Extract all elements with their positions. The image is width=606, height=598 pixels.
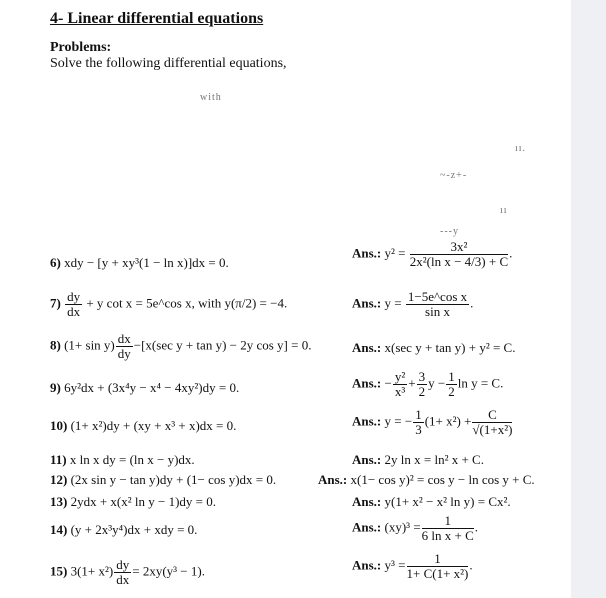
problem-number: 7) bbox=[50, 295, 61, 311]
answer-label: Ans.: bbox=[318, 472, 348, 487]
garbled-text: ıı bbox=[500, 205, 508, 216]
answer-fraction: $\frac{\text{y²}}{\text{x³}}$ bbox=[394, 369, 406, 399]
garbled-text: ~-z+- bbox=[440, 170, 468, 181]
answer-label: Ans.: bbox=[352, 340, 382, 355]
problem-7 bbox=[50, 290, 287, 319]
answer-13 bbox=[352, 494, 511, 510]
answer-fraction: $\frac{\text{1−5e\textasciicircum{}cos x}}{\text{sin x}}$ bbox=[407, 289, 468, 319]
problem-15: 15) 3(1+ x²) $\frac{dy}{dx}$ = 2xy(y³ − 1). bbox=[50, 557, 205, 587]
problem-equation: (2x sin y − tan y)dy + (1− cos y)dx = 0. bbox=[70, 472, 277, 487]
problem-11 bbox=[50, 452, 195, 468]
problem-13 bbox=[50, 494, 216, 510]
answer-fraction: $\frac{1}{\text{6 ln x + C}}$ bbox=[421, 513, 474, 543]
problem-equation: = 2xy(y³ − 1). bbox=[132, 563, 205, 579]
problem-equation: xdy − [y + xy³(1 − ln x)]dx = 0. bbox=[64, 255, 229, 270]
derivative-fraction: $\frac{dx}{dy}$ bbox=[117, 331, 131, 361]
answer-label: Ans.: bbox=[352, 557, 382, 573]
answer-fraction: $\frac{1}{3}$ bbox=[415, 407, 422, 437]
answer-9: Ans.: − $\frac{\text{y²}}{\text{x³}}$ + $\frac{3}{2}$ y − $\frac{1}{2}$ ln y = C. bbox=[352, 369, 504, 399]
problem-number: 6) bbox=[50, 255, 61, 270]
answer-expression: x(sec y + tan y) + y² = C. bbox=[384, 340, 516, 355]
problem-equation: −[x(sec y + tan y) − 2y cos y] = 0. bbox=[133, 337, 312, 353]
problem-12 bbox=[50, 472, 276, 488]
answer-fraction: $\frac{1}{\text{1+ C(1+ x²)}}$ bbox=[406, 551, 469, 581]
answer-expression: x(1− cos y)² = cos y − ln cos y + C. bbox=[350, 472, 535, 487]
answer-label: Ans.: bbox=[352, 494, 382, 509]
problem-number: 15) bbox=[50, 563, 68, 579]
garbled-text: with bbox=[200, 92, 222, 103]
answer-8 bbox=[352, 340, 515, 356]
answer-10: Ans.: y = − $\frac{1}{3}$ (1+ x²) + $\frac{C}{\text{√(1+x²)}}$ bbox=[352, 407, 513, 437]
answer-label: Ans.: bbox=[352, 245, 382, 261]
problem-9 bbox=[50, 380, 239, 396]
section-title: 4- Linear differential equations bbox=[50, 10, 264, 27]
problem-number: 14) bbox=[50, 522, 68, 537]
problems-heading: Problems: bbox=[50, 40, 112, 55]
answer-lhs: y = bbox=[384, 295, 402, 311]
answer-fraction: $\frac{C}{\text{√(1+x²)}}$ bbox=[472, 407, 513, 437]
answer-expression: y(1+ x² − x² ln y) = Cx². bbox=[384, 494, 511, 509]
answer-fraction: $\frac{3}{2}$ bbox=[418, 369, 426, 399]
garbled-text: ıı. bbox=[515, 143, 527, 154]
answer-fraction: $\frac{\text{3x²}}{\text{2x²(ln x − 4/3) + C}}$ bbox=[409, 239, 509, 269]
problem-number: 10) bbox=[50, 418, 68, 433]
answer-label: Ans.: bbox=[352, 413, 382, 429]
answer-label: Ans.: bbox=[352, 452, 382, 467]
answer-label: Ans.: bbox=[352, 295, 382, 311]
problem-equation: 6y²dx + (3x⁴y − x⁴ − 4xy²)dy = 0. bbox=[64, 380, 240, 395]
answer-12 bbox=[318, 472, 535, 488]
garbled-text: ---y bbox=[440, 226, 459, 237]
instruction-text: Solve the following differential equations, bbox=[50, 56, 287, 71]
problem-number: 9) bbox=[50, 380, 61, 395]
problem-equation: 2ydx + x(x² ln y − 1)dy = 0. bbox=[70, 494, 217, 509]
answer-label: Ans.: bbox=[352, 519, 382, 535]
problem-14 bbox=[50, 522, 197, 538]
problem-number: 13) bbox=[50, 494, 68, 509]
problem-number: 12) bbox=[50, 472, 68, 487]
derivative-fraction: $\frac{dy}{dx}$ bbox=[116, 557, 130, 587]
problem-10 bbox=[50, 418, 236, 434]
answer-lhs: y² = bbox=[384, 245, 406, 261]
problem-equation: x ln x dy = (ln x − y)dx. bbox=[69, 452, 195, 467]
answer-15: Ans.: y³ = $\frac{1}{\text{1+ C(1+ x²)}}$ . bbox=[352, 551, 473, 581]
answer-7: Ans.: y = $\frac{\text{1−5e\textasciicircum{}cos x}}{\text{sin x}}$ . bbox=[352, 289, 474, 319]
problem-number: 11) bbox=[50, 452, 67, 467]
problem-equation: (1+ x²)dy + (xy + x³ + x)dx = 0. bbox=[70, 418, 237, 433]
right-panel bbox=[571, 0, 606, 598]
problem-6 bbox=[50, 255, 229, 271]
answer-expression: 2y ln x = ln² x + C. bbox=[384, 452, 484, 467]
problem-equation: + y cot x = 5e^cos x, with y(π/2) = −4. bbox=[86, 295, 288, 311]
problem-equation: (y + 2x³y⁴)dx + xdy = 0. bbox=[70, 522, 198, 537]
answer-fraction: $\frac{1}{2}$ bbox=[448, 369, 455, 399]
derivative-fraction: $\frac{dy}{dx}$ bbox=[67, 289, 81, 319]
answer-11 bbox=[352, 452, 484, 468]
problem-8: 8) (1+ sin y) $\frac{dx}{dy}$ −[x(sec y + tan y) − 2y cos y] = 0. bbox=[50, 331, 312, 361]
answer-14: Ans.: (xy)³ = $\frac{1}{\text{6 ln x + C}}$ . bbox=[352, 513, 479, 543]
answer-label: Ans.: bbox=[352, 375, 382, 391]
answer-6: Ans.: y² = $\frac{\text{3x²}}{\text{2x²(ln x − 4/3) + C}}$ . bbox=[352, 239, 513, 269]
problem-number: 8) bbox=[50, 337, 61, 353]
